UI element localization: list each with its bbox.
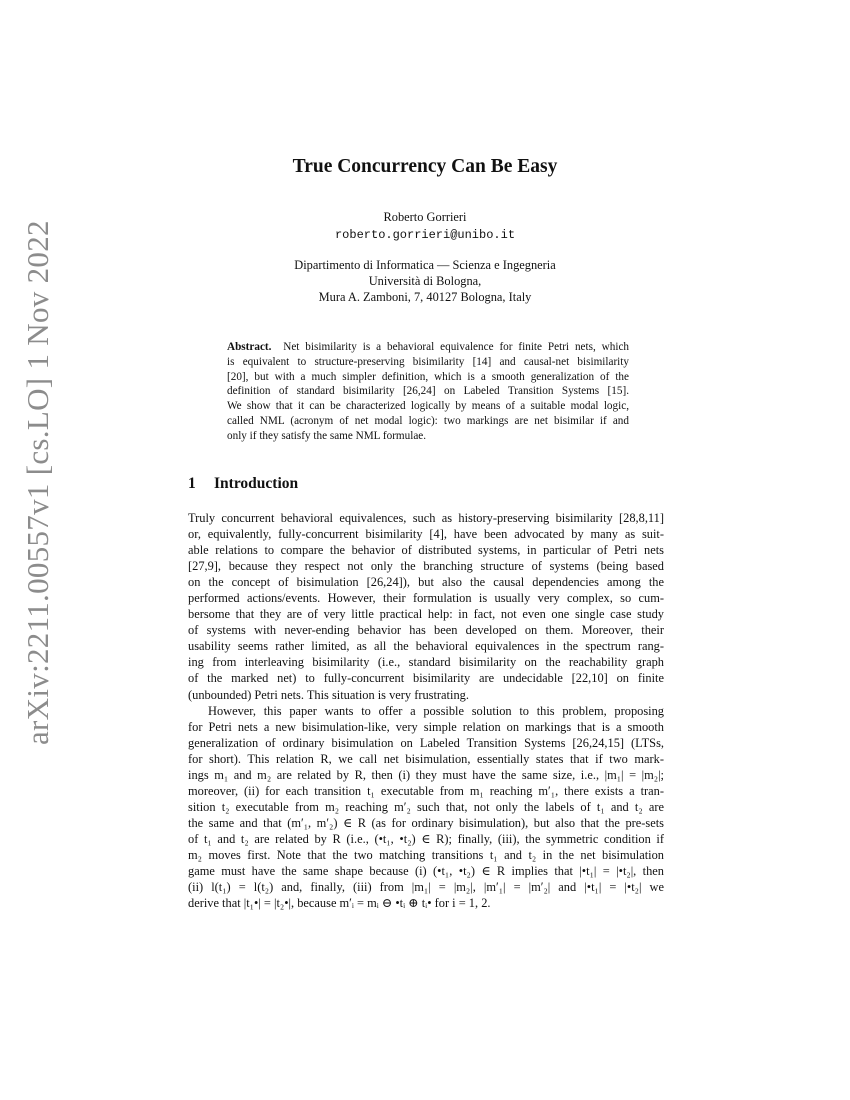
text-line: Truly concurrent behavioral equivalences, such as history-preserving bisimilarity [28,8,11] (188, 511, 664, 525)
author-name: Roberto Gorrieri (383, 210, 467, 224)
abstract-line: definition of standard bisimilarity [26,24] on Labeled Transition Systems [15]. (227, 385, 629, 398)
text-line: [27,9], because they respect not only the branching structure of systems (being based (188, 559, 664, 574)
text-line: for Petri nets a new bisimulation-like, very simple relation on markings that is a smooth (188, 719, 664, 734)
paragraph-2 (188, 703, 664, 912)
introduction-body (188, 510, 664, 911)
text-line: (ii) l(t₁) = l(t₂) and, finally, (iii) from |m₁| = |m₂|, |m′₁| = |m′₂| and |•t₁| = |•t₂| we (188, 880, 664, 895)
text-line: of the marked net) to fully-concurrent bisimilarity are undecidable [22,10] on finite (188, 671, 664, 686)
text-line: However, this paper wants to offer a possible solution to this problem, proposing (208, 703, 664, 718)
arxiv-identifier: arXiv:2211.00557v1 [cs.LO] 1 Nov 2022 (20, 220, 55, 745)
text-line: able relations to compare the behavior of distributed systems, in particular of Petri nets (188, 543, 664, 558)
text-line: (unbounded) Petri nets. This situation is very frustrating. (188, 687, 469, 702)
text-line: usability seems rather limited, as all the behavioral equivalences in the spectrum rang- (188, 639, 664, 654)
abstract-line: only if they satisfy the same NML formulae. (227, 429, 427, 442)
text-line: on the concept of bisimulation [26,24]), but also the causal dependencies among the (188, 575, 664, 590)
text-line: of t₁ and t₂ are related by R (i.e., (•t₁, •t₂) ∈ R); finally, (iii), the symmetric condition if (188, 831, 664, 846)
section-number: 1 (188, 475, 196, 492)
author-email[interactable]: roberto.gorrieri@unibo.it (334, 228, 516, 242)
abstract-line: We show that it can be characterized logically by means of a suitable modal logic, (227, 400, 629, 413)
text-line: derive that |t₁•| = |t₂•|, because m′ᵢ = mᵢ ⊖ •tᵢ ⊕ tᵢ• for i = 1, 2. (188, 896, 491, 911)
text-line: ings m₁ and m₂ are related by R, then (i) they must have the same size, i.e., |m₁| = |m₂|; (188, 767, 664, 782)
section-title: Introduction (214, 475, 299, 492)
paper-title: True Concurrency Can Be Easy (292, 156, 558, 177)
text-line: game must have the same shape because (i) (•t₁, •t₂) ∈ R implies that |•t₁| = |•t₂|, then (188, 864, 664, 879)
text-line: generalization of ordinary bisimulation on Labeled Transition Systems [26,24,15] (LTSs, (188, 735, 664, 750)
text-line: of systems with never-ending behavior has been developed on them. Moreover, their (188, 623, 664, 638)
abstract (227, 340, 629, 444)
text-line: m₂ moves first. Note that the two matching transitions t₁ and t₂ in the net bisimulation (188, 847, 664, 862)
text-line: moreover, (ii) for each transition t₁ executable from m₁ reaching m′₁, there exists a tran- (188, 783, 664, 798)
text-line: for short). This relation R, we call net bisimulation, essentially states that if two mark- (188, 751, 664, 766)
abstract-line: called NML (acronym of net modal logic): two markings are net bisimilar if and (227, 414, 629, 427)
affiliation-line: Università di Bologna, (368, 274, 482, 288)
text-line: bersome that they are of very little practical help: in fact, not even one single case study (188, 607, 664, 622)
affiliation-line: Mura A. Zamboni, 7, 40127 Bologna, Italy (318, 290, 532, 304)
affiliation-line: Dipartimento di Informatica — Scienza e Ingegneria (294, 258, 556, 272)
text-line: sition t₂ executable from m₂ reaching m′₂ such that, not only the labels of t₁ and t₂ are (188, 799, 664, 814)
abstract-label: Abstract. (227, 341, 272, 353)
abstract-line: Abstract. Net bisimilarity is a behavioral equivalence for finite Petri nets, which (227, 341, 630, 353)
abstract-line: is equivalent to structure-preserving bisimilarity [14] and causal-net bisimilarity (227, 355, 629, 368)
text-line: ing from interleaving bisimilarity (i.e., standard bisimilarity on the reachability graph (188, 655, 664, 670)
abstract-line: [20], but with a much simpler definition, which is a smooth generalization of the (227, 370, 629, 383)
text-line: or, equivalently, fully-concurrent bisimilarity [4], have been advocated by many as suit- (188, 527, 664, 542)
paragraph-1 (188, 510, 664, 703)
text-line: the same and that (m′₁, m′₂) ∈ R (as for ordinary bisimulation), but also that the pre-sets (188, 815, 664, 830)
section-heading (188, 475, 298, 493)
text-line: performed actions/events. However, their formulation is usually very complex, so cum- (188, 591, 664, 606)
